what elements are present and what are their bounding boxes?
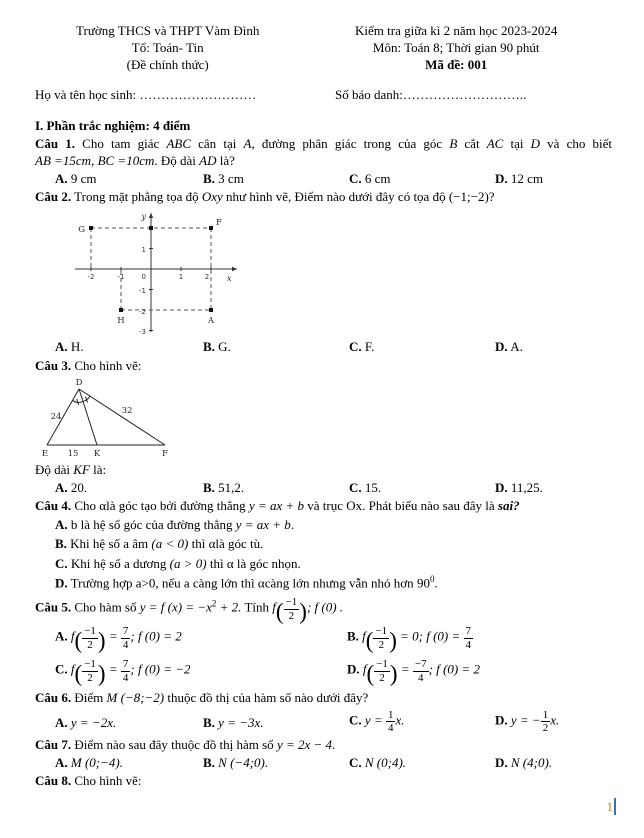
option-a: A. 9 cm (55, 171, 97, 187)
question-label: Câu 3. (35, 357, 72, 373)
option-c: C. Khi hệ số a dương (a > 0) thì α là góc nhọn. (55, 555, 301, 571)
option-d: D. y = − $\frac{1}{2}$ x. (495, 708, 560, 735)
student-info-row (35, 86, 612, 103)
y-tick: -3 (139, 328, 146, 337)
side-length-de: 24 (50, 411, 62, 422)
question-label: Câu 5. (35, 599, 72, 615)
question-1-text-line1: Câu 1. Cho tam giác ABC cân tại A, đường phân giác trong của góc B cắt AC tại D và cho biết (35, 135, 613, 151)
option-c: C. F. (349, 339, 375, 355)
option-b: B. 3 cm (203, 171, 244, 187)
question-1-options (35, 170, 612, 187)
header-right (300, 22, 612, 73)
option-d: D. f( $\frac{-1}{2}$ ) = $\frac{-7}{4}$ ; f (0) = 2 (347, 658, 480, 687)
option-a: A. f( $\frac{-1}{2}$ ) = $\frac{7}{4}$ ; f (0) = 2 (55, 625, 182, 654)
question-2 (35, 188, 612, 355)
header (35, 22, 612, 73)
question-7 (35, 736, 612, 771)
y-tick: -2 (139, 308, 146, 317)
student-id-label: Số báo danh:……………………….. (335, 87, 527, 103)
question-4-text: Câu 4. Cho αlà góc tạo bởi đường thẳng y = ax + b và trục Ox. Phát biểu nào sau đây là sai? (35, 498, 520, 514)
x-tick: 2 (204, 273, 210, 282)
question-8-text: Câu 8. Cho hình vẽ: (35, 772, 142, 788)
subject-line: Môn: Toán 8; Thời gian 90 phút (372, 40, 540, 56)
right-paren: ) (299, 599, 307, 625)
option-d: D. 11,25. (495, 479, 543, 495)
header-left (35, 22, 300, 73)
page-number: 1 (607, 798, 617, 815)
point-label-a: A (207, 316, 215, 327)
option-a: A. y = −2x. (55, 714, 117, 730)
exam-title: Kiểm tra giữa kì 2 năm học 2023-2024 (355, 23, 558, 38)
school-name: Trường THCS và THPT Vàm Đình (76, 23, 260, 38)
question-label: Câu 2. (35, 189, 72, 205)
coordinate-plane-figure (39, 208, 612, 336)
point-label-h: H (117, 316, 125, 327)
option-c: C. y = $\frac{1}{4}$ x. (349, 708, 405, 735)
option-d: D. Trường hợp a>0, nếu a càng lớn thì αcàng lớn nhưng vẫn nhỏ hơn $90^0$. (55, 573, 438, 590)
option-d: D. N (4;0). (495, 754, 553, 770)
question-5-text: Câu 5. Cho hàm số y = f $(x) = -x^2 + 2$. Tính f( $\frac{-1}{2}$ ); f (0) . (35, 596, 344, 625)
question-3 (35, 357, 612, 496)
vertex-label-f: F (162, 448, 168, 459)
option-a: A. H. (55, 339, 84, 355)
question-3-text: Câu 3. Cho hình vẽ: (35, 357, 142, 373)
exam-type: (Đề chính thức) (126, 57, 209, 73)
vertex-label-k: K (93, 448, 101, 459)
x-tick: -2 (87, 273, 95, 282)
point-label-f: F (216, 218, 222, 229)
question-5 (35, 597, 612, 688)
student-name-label: Họ và tên học sinh: ……………………… (35, 87, 257, 103)
x-axis-label: x (227, 274, 232, 284)
question-3-options (35, 479, 612, 496)
question-7-options (35, 754, 612, 771)
option-d: D. 12 cm (495, 171, 544, 187)
question-label: Câu 7. (35, 736, 72, 752)
question-label: Câu 8. (35, 772, 72, 788)
x-tick: 0 (141, 273, 146, 282)
department: Tổ: Toán- Tin (131, 40, 204, 56)
question-1-text-line2: AB =15cm, BC =10cm. Độ dài AD là? (35, 152, 235, 168)
y-axis-label: y (141, 212, 146, 222)
side-length-df: 32 (121, 405, 133, 416)
question-4 (35, 497, 612, 591)
segment-length-ek: 15 (67, 448, 79, 459)
option-a: A. M (0;−4). (55, 754, 123, 770)
option-b: B. G. (203, 339, 231, 355)
question-2-text: Câu 2. Trong mặt phẳng tọa độ Oxy như hình vẽ, Điểm nào dưới đây có tọa độ (−1;−2)? (35, 189, 495, 205)
y-tick: 1 (141, 246, 146, 255)
point-label-g: G (78, 225, 85, 236)
exam-code: Mã đề: 001 (425, 57, 488, 73)
question-7-text: Câu 7. Điểm nào sau đây thuộc đồ thị hàm số y = 2x − 4. (35, 736, 336, 752)
question-label: Câu 4. (35, 498, 72, 514)
question-label: Câu 6. (35, 690, 72, 706)
fraction: $\frac{-1}{2}$ (285, 596, 298, 622)
option-c: C. 6 cm (349, 171, 391, 187)
option-a: A. b là hệ số góc của đường thẳng y = ax + b. (55, 517, 295, 533)
vertex-label-d: D (75, 377, 83, 388)
vertex-label-e: E (41, 448, 49, 459)
option-c: C. f( $\frac{-1}{2}$ ) = $\frac{7}{4}$ ; f (0) = −2 (55, 658, 191, 687)
y-tick: -1 (139, 287, 146, 296)
left-paren: ( (275, 599, 284, 625)
option-b: B. 51,2. (203, 479, 245, 495)
option-c: C. N (0;4). (349, 754, 407, 770)
question-3-subtext: Độ dài KF là: (35, 461, 107, 477)
option-b: B. Khi hệ số a âm (a < 0) thì αlà góc tù. (55, 536, 264, 552)
option-c: C. 15. (349, 479, 382, 495)
question-6 (35, 689, 612, 734)
x-tick: -1 (117, 273, 125, 282)
question-6-options (35, 710, 612, 735)
option-b: B. y = −3x. (203, 714, 264, 730)
option-b: B. f( $\frac{-1}{2}$ ) = 0; f (0) = $\frac{7}{4}$ (347, 625, 472, 654)
question-label: Câu 1. (35, 135, 76, 151)
option-d: D. A. (495, 339, 523, 355)
section-title: I. Phần trắc nghiệm: 4 điểm (35, 117, 191, 133)
option-b: B. N (−4;0). (203, 754, 269, 770)
option-a: A. 20. (55, 479, 88, 495)
triangle-figure (39, 377, 612, 459)
question-6-text: Câu 6. Điểm M (−8;−2) thuộc đồ thị của hàm số nào dưới đây? (35, 690, 369, 706)
x-tick: 1 (178, 273, 184, 282)
question-5-options-row1 (35, 622, 612, 655)
question-2-options (35, 338, 612, 355)
question-5-options-row2 (35, 655, 612, 688)
question-1 (35, 135, 612, 187)
question-8 (35, 772, 612, 789)
